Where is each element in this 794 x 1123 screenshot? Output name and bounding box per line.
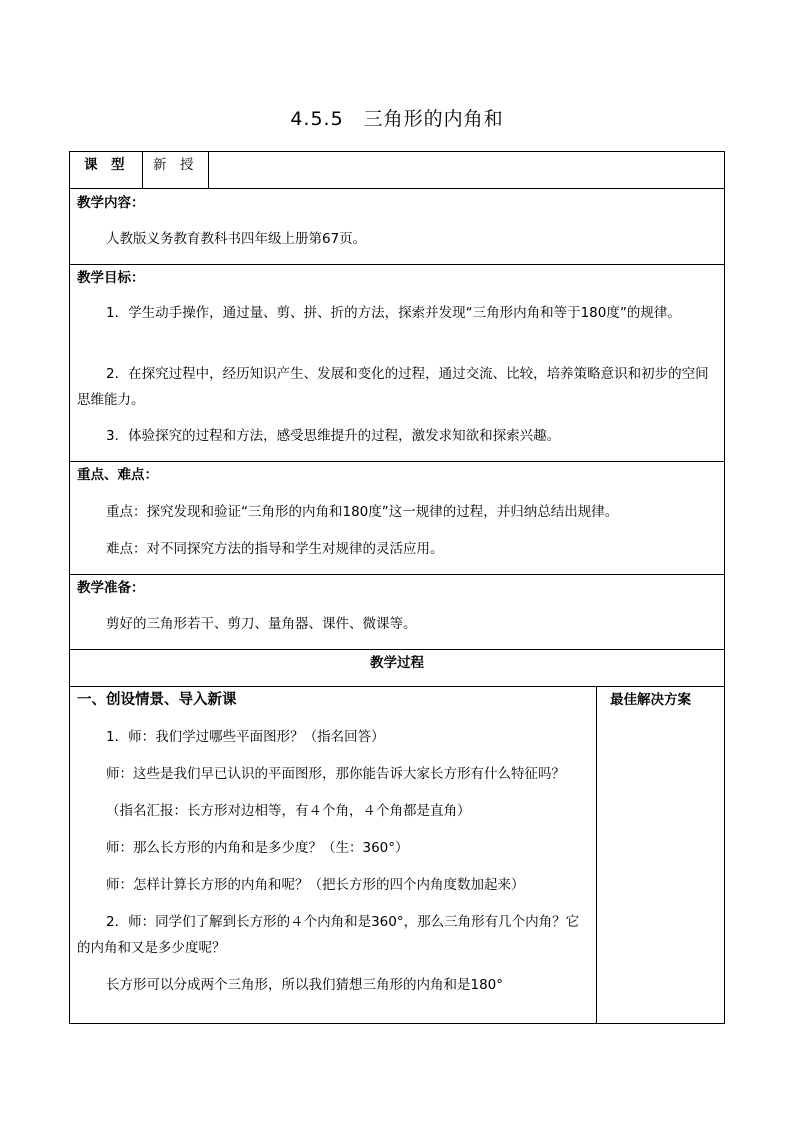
column-divider bbox=[142, 151, 143, 188]
column-divider bbox=[208, 151, 209, 188]
row-divider bbox=[69, 574, 725, 575]
key-points-heading: 重点、难点： bbox=[77, 467, 158, 483]
document-title: 4.5.5 三角形的内角和 bbox=[290, 108, 504, 130]
process-line-3: （指名汇报：长方形对边相等，有４个角，４个角都是直角） bbox=[106, 803, 471, 819]
row-divider bbox=[69, 188, 725, 189]
key-point-text: 重点：探究发现和验证“三角形的内角和180度”这一规律的过程，并归纳总结出规律。 bbox=[106, 504, 619, 520]
process-line-4: 师：那么长方形的内角和是多少度？（生：360°） bbox=[106, 840, 409, 856]
process-line-5: 师：怎样计算长方形的内角和呢？（把长方形的四个内角度数加起来） bbox=[106, 877, 525, 893]
goal-item-3: 3．体验探究的过程和方法，感受思维提升的过程，激发求知欲和探索兴趣。 bbox=[106, 428, 561, 444]
preparation-heading: 教学准备： bbox=[77, 580, 145, 596]
preparation-text: 剪好的三角形若干、剪刀、量角器、课件、微课等。 bbox=[106, 616, 417, 632]
process-line-6: 2．师：同学们了解到长方形的４个内角和是360°，那么三角形有几个内角？它的内角和又是多少度呢？ bbox=[77, 914, 580, 956]
content-heading: 教学内容： bbox=[77, 195, 145, 211]
column-divider bbox=[596, 686, 597, 1024]
lesson-type-label: 课 型 bbox=[84, 157, 125, 173]
lesson-type-value: 新 授 bbox=[153, 157, 194, 173]
process-line-2: 师：这些是我们早已认识的平面图形，那你能告诉大家长方形有什么特征吗？ bbox=[106, 766, 565, 782]
process-line-7: 长方形可以分成两个三角形，所以我们猜想三角形的内角和是180° bbox=[106, 977, 504, 993]
goals-heading: 教学目标： bbox=[77, 270, 145, 286]
process-heading: 教学过程 bbox=[370, 655, 424, 671]
row-divider bbox=[69, 649, 725, 650]
row-divider bbox=[69, 264, 725, 265]
goal-item-1: 1．学生动手操作，通过量、剪、拼、折的方法，探索并发现“三角形内角和等于180度”的规律。 bbox=[106, 305, 681, 321]
difficulty-text: 难点：对不同探究方法的指导和学生对规律的灵活应用。 bbox=[106, 541, 444, 557]
row-divider bbox=[69, 686, 725, 687]
process-line-1: 1．师：我们学过哪些平面图形？（指名回答） bbox=[106, 729, 385, 745]
content-text: 人教版义务教育教科书四年级上册第67页。 bbox=[106, 231, 367, 247]
goal-item-2: 2．在探究过程中，经历知识产生、发展和变化的过程，通过交流、比较，培养策略意识和初步的空间思维能力。 bbox=[77, 366, 709, 408]
best-solution-heading: 最佳解决方案 bbox=[610, 692, 691, 708]
section-title: 一、创设情景、导入新课 bbox=[77, 692, 237, 708]
row-divider bbox=[69, 461, 725, 462]
